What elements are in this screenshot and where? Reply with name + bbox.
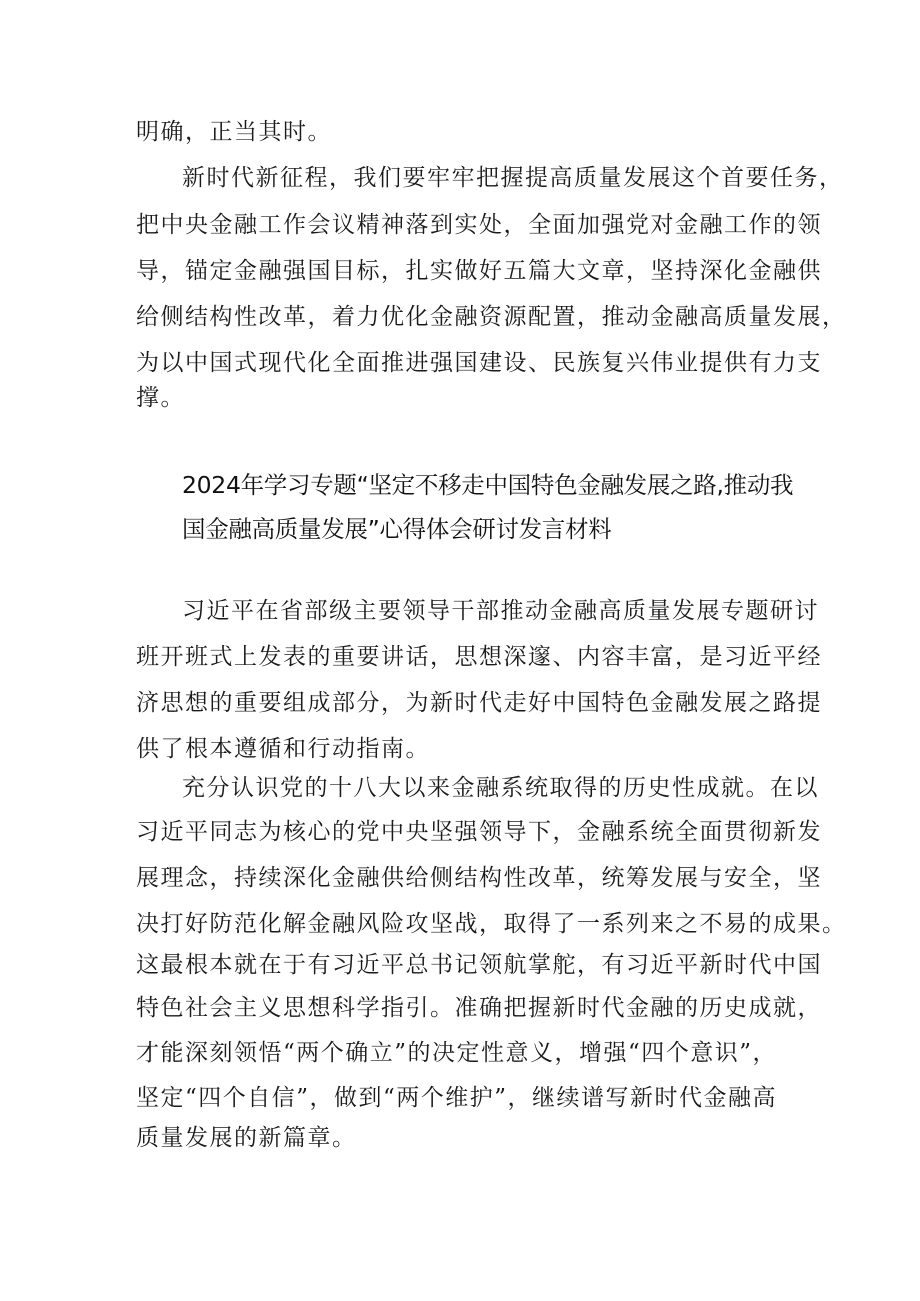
paragraph-line: 充分认识党的十八大以来金融系统取得的历史性成就。在以 — [182, 775, 819, 801]
paragraph-line: 质量发展的新篇章。 — [136, 1125, 357, 1151]
article-title-line-2: 国金融高质量发展”心得体会研讨发言材料 — [182, 515, 612, 543]
paragraph-line: 决打好防范化解金融风险攻坚战，取得了一系列来之不易的成果。 — [136, 911, 847, 937]
paragraph-line: 为以中国式现代化全面推进强国建设、民族复兴伟业提供有力支 — [136, 350, 822, 376]
paragraph-line: 给侧结构性改革，着力优化金融资源配置，推动金融高质量发展， — [136, 304, 847, 330]
paragraph-line: 才能深刻领悟“两个确立”的决定性意义，增强“四个意识”， — [136, 1040, 778, 1066]
paragraph-line: 习近平在省部级主要领导干部推动金融高质量发展专题研讨 — [182, 598, 819, 624]
paragraph-line: 撑。 — [136, 385, 185, 411]
article-title-line-1: 2024年学习专题“坚定不移走中国特色金融发展之路,推动我 — [182, 471, 794, 499]
paragraph-line: 特色社会主义思想科学指引。准确把握新时代金融的历史成就， — [136, 995, 822, 1021]
paragraph-line: 班开班式上发表的重要讲话，思想深邃、内容丰富，是习近平经 — [136, 644, 822, 670]
paragraph-line: 把中央金融工作会议精神落到实处，全面加强党对金融工作的领 — [136, 212, 822, 238]
paragraph-line: 济思想的重要组成部分，为新时代走好中国特色金融发展之路提 — [136, 690, 822, 716]
paragraph-line: 导，锚定金融强国目标，扎实做好五篇大文章，坚持深化金融供 — [136, 258, 822, 284]
paragraph-line: 供了根本遵循和行动指南。 — [136, 736, 430, 762]
paragraph-line: 展理念，持续深化金融供给侧结构性改革，统筹发展与安全，坚 — [136, 865, 822, 891]
paragraph-line: 这最根本就在于有习近平总书记领航掌舵，有习近平新时代中国 — [136, 952, 822, 978]
paragraph-line: 坚定“四个自信”，做到“两个维护”，继续谱写新时代金融高 — [136, 1085, 778, 1111]
paragraph-line: 新时代新征程，我们要牢牢把握提高质量发展这个首要任务， — [182, 165, 844, 191]
paragraph-line: 明确，正当其时。 — [136, 119, 332, 145]
paragraph-line: 习近平同志为核心的党中央坚强领导下，金融系统全面贯彻新发 — [136, 819, 822, 845]
